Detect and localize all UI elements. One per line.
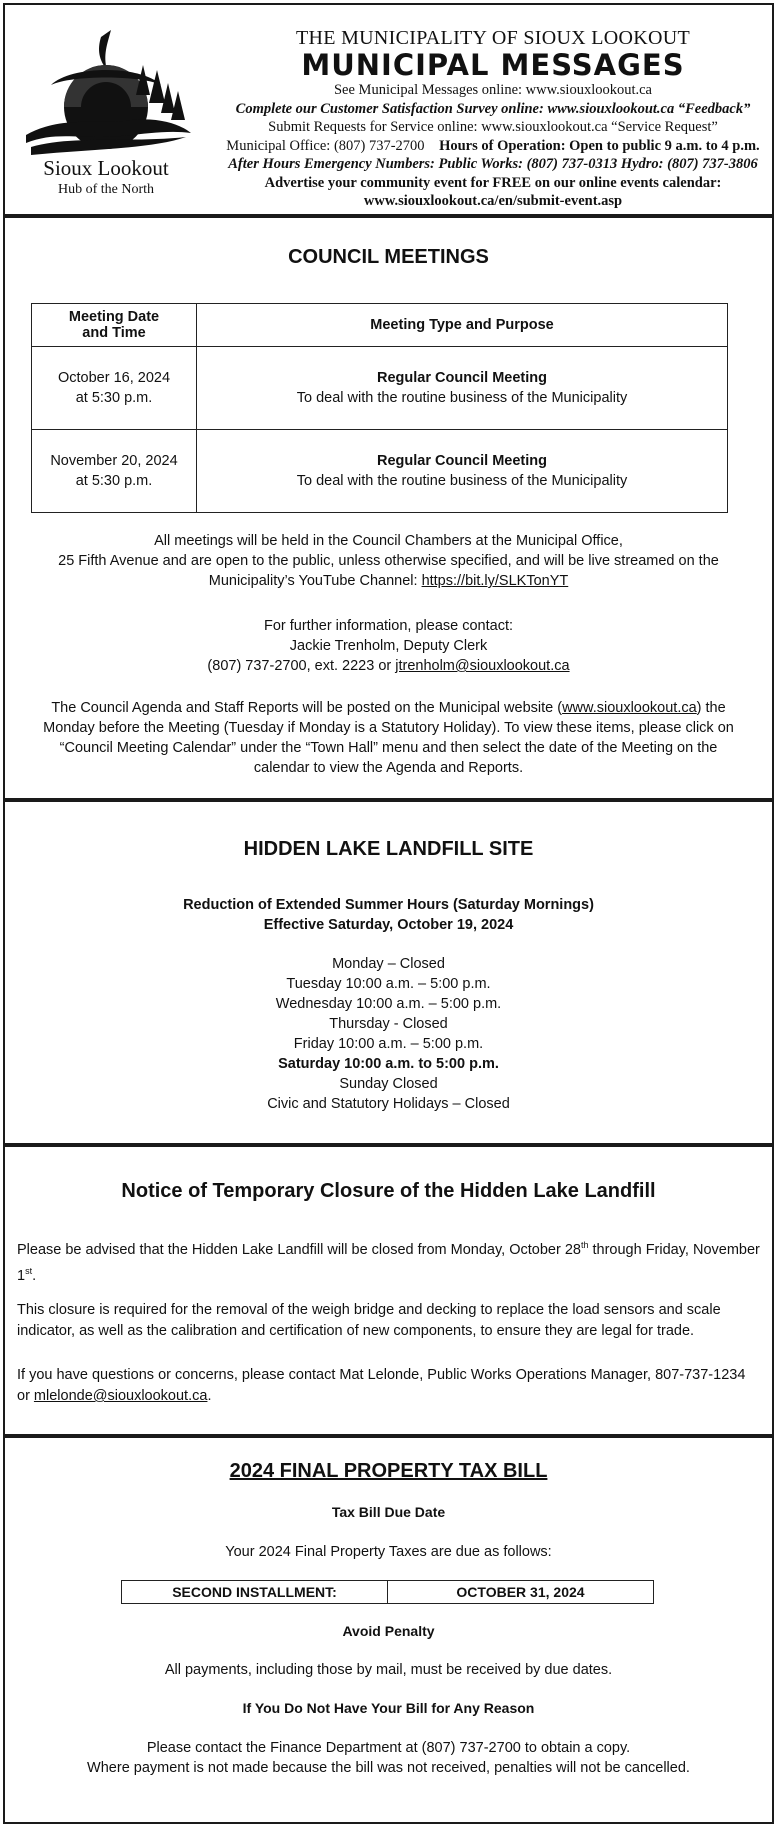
service-request-line: Submit Requests for Service online: www.siouxlookout.ca “Service Request”	[268, 119, 718, 135]
table-row	[32, 347, 728, 430]
no-bill-heading: If You Do Not Have Your Bill for Any Reason	[242, 1700, 535, 1716]
contact-paragraph: For further information, please contact: Jackie Trenholm, Deputy Clerk (807) 737-2700, ext. 2223 or jtrenholm@siouxlookout.ca	[207, 618, 570, 674]
installment-table	[121, 1580, 654, 1604]
list-item: Wednesday 10:00 a.m. – 5:00 p.m.	[275, 996, 502, 1012]
emergency-line: After Hours Emergency Numbers: Public Works: (807) 737-0313 Hydro: (807) 737-3806	[228, 156, 758, 172]
closure-paragraph-2: This closure is required for the removal of the weigh bridge and decking to replace the load sensors and scale indicator, as well as the calibration and certification of new components, to ensure they are legal for trade.	[17, 1302, 721, 1339]
tax-title: 2024 FINAL PROPERTY TAX BILL	[229, 1460, 548, 1482]
list-item: Thursday - Closed	[329, 1016, 448, 1032]
logo-wordmark: Sioux Lookout	[43, 156, 169, 180]
meeting-date-cell: October 16, 2024 at 5:30 p.m.	[32, 347, 197, 430]
due-date-heading: Tax Bill Due Date	[331, 1504, 446, 1520]
events-line: Advertise your community event for FREE on our online events calendar:	[264, 174, 722, 191]
table-header-row	[32, 304, 728, 347]
youtube-link[interactable]: https://bit.ly/SLKTonYT	[421, 573, 569, 589]
meeting-location-paragraph: All meetings will be held in the Council Chambers at the Municipal Office, 25 Fifth Avenue and are open to the public, unless otherwise specified, and will be live streamed on the Municipality’s YouTube Channel: https://bit.ly/SLKTonYT	[58, 533, 719, 589]
office-phone: Municipal Office: (807) 737-2700	[226, 137, 425, 154]
closure-title: Notice of Temporary Closure of the Hidden Lake Landfill	[121, 1180, 656, 1202]
no-bill-text: Please contact the Finance Department at (807) 737-2700 to obtain a copy. Where payment is not made because the bill was not received, penalties will not be cancelled.	[87, 1740, 690, 1776]
page-title: MUNICIPAL MESSAGES	[301, 48, 685, 82]
list-item: Civic and Statutory Holidays – Closed	[267, 1096, 510, 1112]
list-item: Tuesday 10:00 a.m. – 5:00 p.m.	[286, 976, 491, 992]
table-row	[122, 1581, 654, 1604]
logo-tagline: Hub of the North	[57, 182, 155, 197]
events-url: www.siouxlookout.ca/en/submit-event.asp	[363, 193, 623, 209]
list-item: Monday – Closed	[332, 956, 445, 972]
meeting-date-cell: November 20, 2024 at 5:30 p.m.	[32, 430, 197, 513]
meetings-table	[31, 303, 728, 513]
meeting-type-cell: Regular Council Meeting To deal with the routine business of the Municipality	[197, 347, 728, 430]
council-meetings-section	[5, 218, 772, 802]
sioux-lookout-logo	[11, 25, 201, 205]
header-section	[5, 5, 772, 218]
list-item: Saturday 10:00 a.m. to 5:00 p.m.	[278, 1056, 499, 1072]
meeting-type-cell: Regular Council Meeting To deal with the routine business of the Municipality	[197, 430, 728, 513]
hours-of-operation: Hours of Operation: Open to public 9 a.m. to 4 p.m.	[439, 137, 760, 154]
council-title: COUNCIL MEETINGS	[288, 246, 489, 268]
landfill-subtitle: Reduction of Extended Summer Hours (Saturday Mornings) Effective Saturday, October 19, 2024	[183, 897, 594, 933]
online-messages-line: See Municipal Messages online: www.siouxlookout.ca	[333, 82, 652, 98]
list-item: Sunday Closed	[339, 1076, 438, 1092]
closure-paragraph-3: If you have questions or concerns, please contact Mat Lelonde, Public Works Operations Manager, 807-737-1234 or mlelonde@siouxlookout.ca.	[17, 1367, 746, 1404]
penalty-text: All payments, including those by mail, must be received by due dates.	[164, 1662, 613, 1678]
landfill-hours-list	[15, 954, 762, 1114]
survey-line: Complete our Customer Satisfaction Survey online: www.siouxlookout.ca “Feedback”	[235, 100, 751, 117]
table-row	[32, 430, 728, 513]
col-header-date: Meeting Date and Time	[32, 304, 197, 347]
list-item: Friday 10:00 a.m. – 5:00 p.m.	[293, 1036, 484, 1052]
office-hours-line	[219, 137, 767, 156]
closure-notice-section	[5, 1147, 772, 1438]
closure-paragraph-1: Please be advised that the Hidden Lake Landfill will be closed from Monday, October 28th through Friday, November 1st.	[17, 1240, 760, 1284]
municipal-website-link[interactable]: www.siouxlookout.ca	[562, 700, 697, 716]
newspaper-ad	[3, 3, 774, 1824]
header-text	[219, 27, 767, 211]
col-header-type: Meeting Type and Purpose	[197, 304, 728, 347]
clerk-email-link[interactable]: jtrenholm@siouxlookout.ca	[395, 658, 570, 674]
landfill-hours-section	[5, 802, 772, 1147]
municipality-name: THE MUNICIPALITY OF SIOUX LOOKOUT	[296, 27, 690, 49]
installment-date: OCTOBER 31, 2024	[388, 1581, 654, 1604]
penalty-heading: Avoid Penalty	[342, 1623, 435, 1639]
agenda-paragraph: The Council Agenda and Staff Reports will be posted on the Municipal website (www.siouxlookout.ca) the Monday before the Meeting (Tuesday if Monday is a Statutory Holiday). To view these items, please click on “Council Meeting Calendar” under the “Town Hall” menu and then select the date of the Meeting on the calendar to view the Agenda and Reports.	[43, 700, 734, 776]
tax-bill-section	[5, 1438, 772, 1822]
landfill-title: HIDDEN LAKE LANDFILL SITE	[243, 838, 534, 860]
manager-email-link[interactable]: mlelonde@siouxlookout.ca	[33, 1388, 208, 1404]
due-date-text: Your 2024 Final Property Taxes are due as follows:	[225, 1544, 552, 1560]
installment-label: SECOND INSTALLMENT:	[122, 1581, 388, 1604]
